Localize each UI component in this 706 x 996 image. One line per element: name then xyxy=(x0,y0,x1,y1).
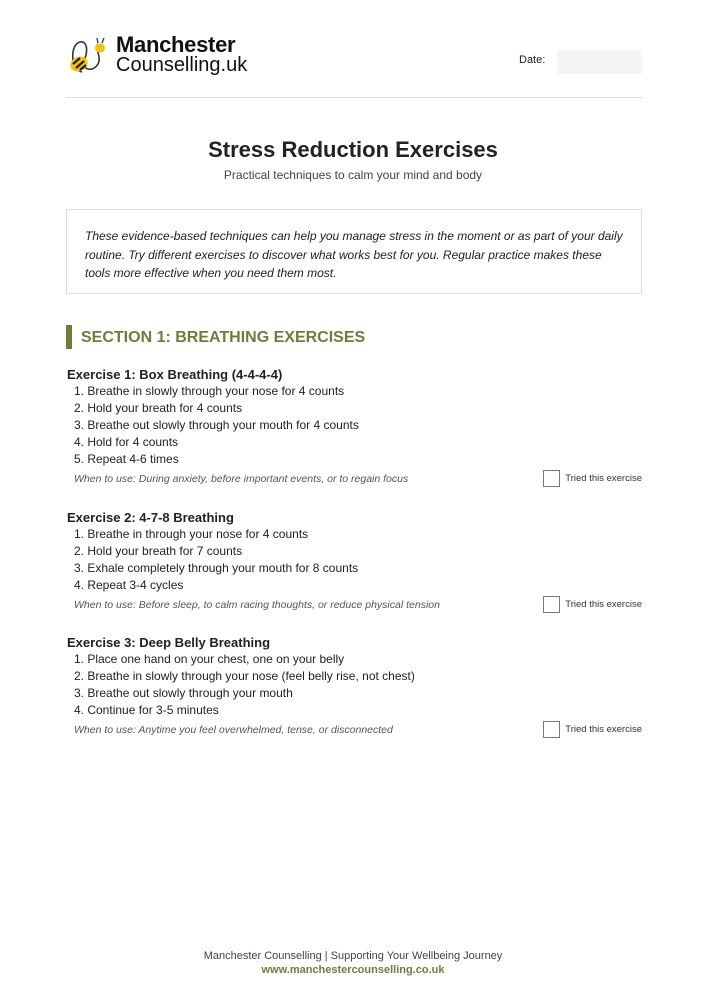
exercise-title: Exercise 2: 4-7-8 Breathing xyxy=(67,510,234,525)
checkbox-icon[interactable] xyxy=(543,470,560,487)
footer-tagline: Manchester Counselling | Supporting Your Wellbeing Journey xyxy=(203,950,503,962)
exercise-2 xyxy=(67,509,642,613)
when-to-use: When to use: Before sleep, to calm racing thoughts, or reduce physical tension xyxy=(74,598,440,611)
step: 2. Hold your breath for 4 counts xyxy=(74,401,243,415)
exercise-1 xyxy=(67,366,642,487)
step: 1. Breathe in slowly through your nose for 4 counts xyxy=(74,384,345,398)
intro-box: These evidence-based techniques can help you manage stress in the moment or as part of your daily routine. Try different exercises to discover what works best for you. Regular practice makes these tools more effective when you need them most. xyxy=(66,209,642,294)
exercise-title: Exercise 1: Box Breathing (4-4-4-4) xyxy=(67,367,283,382)
page-subtitle: Practical techniques to calm your mind and body xyxy=(223,168,483,182)
header-divider xyxy=(66,97,642,98)
step: 5. Repeat 4-6 times xyxy=(74,452,179,466)
step: 1. Place one hand on your chest, one on your belly xyxy=(74,652,345,666)
logo xyxy=(68,34,247,76)
tried-label: Tried this exercise xyxy=(565,599,642,610)
tried-checkbox[interactable] xyxy=(543,721,642,738)
step: 4. Hold for 4 counts xyxy=(74,435,179,449)
tried-checkbox[interactable] xyxy=(543,470,642,487)
logo-domain: Counselling.uk xyxy=(116,54,248,76)
exercise-title: Exercise 3: Deep Belly Breathing xyxy=(67,635,271,650)
exercise-3 xyxy=(67,634,642,738)
logo-name: Manchester xyxy=(116,32,236,57)
step: 3. Breathe out slowly through your mouth for 4 counts xyxy=(74,418,359,432)
page-title: Stress Reduction Exercises xyxy=(208,137,498,162)
step: 4. Repeat 3-4 cycles xyxy=(74,578,184,592)
step: 3. Breathe out slowly through your mouth xyxy=(74,686,293,700)
checkbox-icon[interactable] xyxy=(543,721,560,738)
tried-checkbox[interactable] xyxy=(543,596,642,613)
date-field[interactable] xyxy=(557,50,642,74)
step: 3. Exhale completely through your mouth for 8 counts xyxy=(74,561,359,575)
step: 2. Hold your breath for 7 counts xyxy=(74,544,243,558)
bee-logo-icon xyxy=(68,34,112,76)
date-label: Date: xyxy=(519,54,546,66)
checkbox-icon[interactable] xyxy=(543,596,560,613)
step: 1. Breathe in through your nose for 4 counts xyxy=(74,527,309,541)
section-heading: SECTION 1: BREATHING EXERCISES xyxy=(66,325,365,349)
tried-label: Tried this exercise xyxy=(565,724,642,735)
step: 2. Breathe in slowly through your nose (feel belly rise, not chest) xyxy=(74,669,415,683)
step: 4. Continue for 3-5 minutes xyxy=(74,703,219,717)
when-to-use: When to use: During anxiety, before important events, or to regain focus xyxy=(74,472,409,485)
when-to-use: When to use: Anytime you feel overwhelmed, tense, or disconnected xyxy=(74,723,393,736)
tried-label: Tried this exercise xyxy=(565,473,642,484)
footer-link[interactable]: www.manchestercounselling.co.uk xyxy=(261,964,445,976)
